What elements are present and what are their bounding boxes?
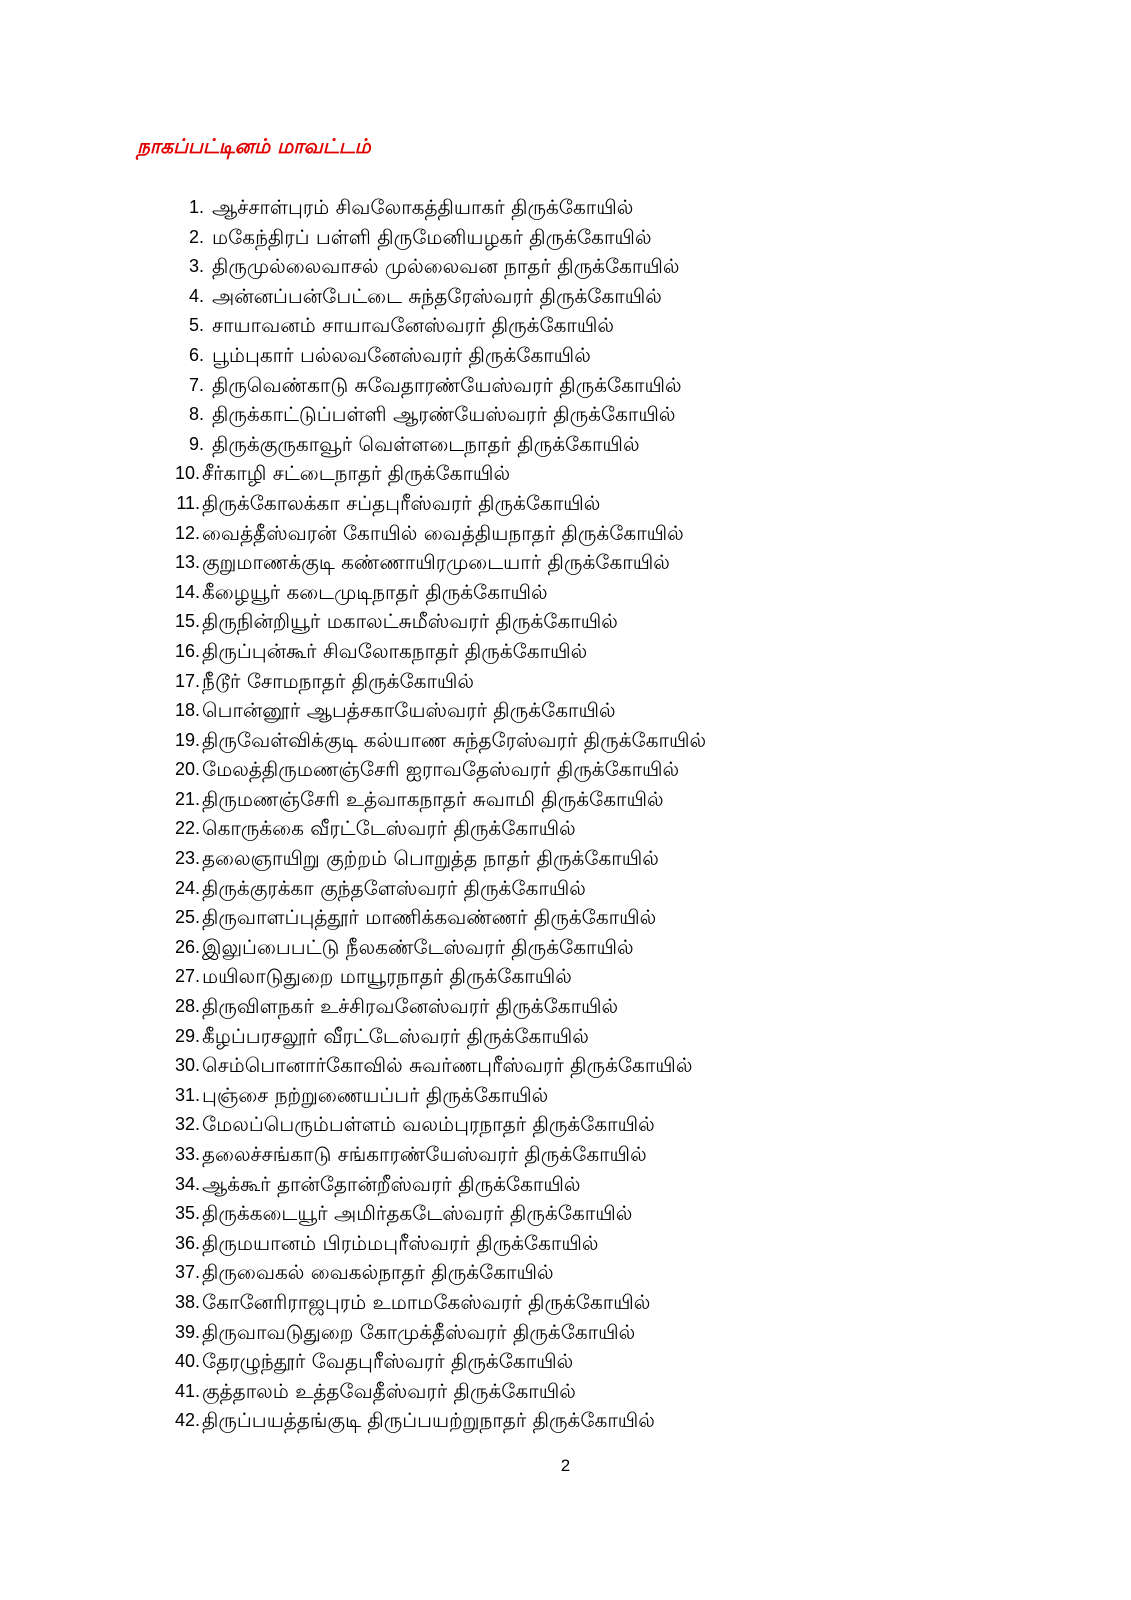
list-item-text: திருக்குருகாவூர் வெள்ளடைநாதர் திருக்கோயில்: [212, 431, 640, 456]
list-item-number: 20.: [174, 759, 200, 780]
list-item-text: திருவேள்விக்குடி கல்யாண சுந்தரேஸ்வரர் திருக்கோயில்: [202, 727, 707, 752]
list-item: [170, 726, 706, 756]
list-item-number: 12.: [174, 522, 200, 543]
list-item-number: 8.: [188, 404, 204, 425]
list-item: [170, 844, 706, 874]
list-item: [170, 1229, 706, 1259]
list-item-text: குறுமாணக்குடி கண்ணாயிரமுடையார் திருக்கோயில்: [202, 550, 670, 575]
list-item-number: 35.: [174, 1203, 200, 1224]
list-item-text: திருக்காட்டுப்பள்ளி ஆரண்யேஸ்வரர் திருக்கோயில்: [212, 402, 676, 427]
page-number: 2: [560, 1456, 571, 1475]
list-item-text: திருவாவடுதுறை கோமுக்தீஸ்வரர் திருக்கோயில்: [202, 1319, 636, 1344]
list-item-text: பொன்னூர் ஆபத்சகாயேஸ்வரர் திருக்கோயில்: [202, 698, 616, 723]
list-item: [170, 874, 706, 904]
list-item-text: திருவைகல் வைகல்நாதர் திருக்கோயில்: [202, 1260, 554, 1285]
list-item-number: 25.: [174, 907, 200, 928]
list-item-text: ஆக்கூர் தான்தோன்றீஸ்வரர் திருக்கோயில்: [202, 1171, 581, 1196]
list-item: [170, 341, 706, 371]
list-item: [170, 459, 706, 489]
list-item-number: 9.: [188, 433, 204, 454]
temple-list: [170, 193, 706, 1436]
list-item-number: 34.: [174, 1173, 200, 1194]
list-item: [170, 785, 706, 815]
list-item: [170, 223, 706, 253]
list-item: [170, 578, 706, 608]
list-item: [170, 667, 706, 697]
list-item-number: 17.: [174, 670, 200, 691]
list-item-number: 38.: [174, 1291, 200, 1312]
list-item-number: 39.: [174, 1321, 200, 1342]
list-item-text: இலுப்பைபட்டு நீலகண்டேஸ்வரர் திருக்கோயில்: [202, 934, 634, 959]
list-item: [170, 1288, 706, 1318]
list-item-text: ஆச்சாள்புரம் சிவலோகத்தியாகர் திருக்கோயில்: [212, 195, 634, 219]
list-item-number: 37.: [174, 1262, 200, 1283]
list-item: [170, 252, 706, 282]
list-item-text: மகேந்திரப் பள்ளி திருமேனியழகர் திருக்கோயில்: [212, 224, 652, 249]
district-heading: நாகப்பட்டினம் மாவட்டம்: [137, 134, 371, 158]
list-item-text: தேரழுந்தூர் வேதபுரீஸ்வரர் திருக்கோயில்: [202, 1349, 574, 1374]
list-item-text: குத்தாலம் உத்தவேதீஸ்வரர் திருக்கோயில்: [202, 1378, 576, 1403]
list-item: [170, 1406, 706, 1436]
list-item-number: 19.: [174, 729, 200, 750]
list-item-number: 31.: [174, 1084, 200, 1105]
list-item-number: 29.: [174, 1025, 200, 1046]
list-item: [170, 282, 706, 312]
list-item-text: புஞ்சை நற்றுணையப்பர் திருக்கோயில்: [202, 1082, 549, 1107]
list-item: [170, 400, 706, 430]
list-item-text: மயிலாடுதுறை மாயூரநாதர் திருக்கோயில்: [202, 964, 572, 989]
list-item: [170, 755, 706, 785]
list-item-text: திருக்கோலக்கா சப்தபுரீஸ்வரர் திருக்கோயில்: [202, 490, 601, 515]
list-item-text: திருமணஞ்சேரி உத்வாகநாதர் சுவாமி திருக்கோயில்: [202, 786, 664, 811]
list-item: [170, 814, 706, 844]
list-item-number: 27.: [174, 966, 200, 987]
list-item-number: 15.: [174, 611, 200, 632]
list-item-number: 32.: [174, 1114, 200, 1135]
list-item-number: 40.: [174, 1351, 200, 1372]
list-item: [170, 1170, 706, 1200]
list-item: [170, 1110, 706, 1140]
list-item-number: 30.: [174, 1055, 200, 1076]
list-item-text: நீடூர் சோமநாதர் திருக்கோயில்: [202, 668, 475, 693]
list-item-text: அன்னப்பன்பேட்டை சுந்தரேஸ்வரர் திருக்கோயில்: [212, 283, 662, 308]
list-item-number: 11.: [176, 492, 200, 513]
list-item-number: 36.: [174, 1232, 200, 1253]
list-item: [170, 548, 706, 578]
list-item-text: கீழையூர் கடைமுடிநாதர் திருக்கோயில்: [202, 579, 548, 604]
list-item-number: 28.: [174, 996, 200, 1017]
list-item-text: தலைச்சங்காடு சங்காரண்யேஸ்வரர் திருக்கோயில்: [202, 1142, 647, 1166]
list-item-text: மேலப்பெரும்பள்ளம் வலம்புரநாதர் திருக்கோயில்: [202, 1112, 655, 1137]
list-item: [170, 1051, 706, 1081]
list-item-text: வைத்தீஸ்வரன் கோயில் வைத்தியநாதர் திருக்கோயில்: [202, 520, 684, 545]
list-item-number: 41.: [174, 1380, 200, 1401]
list-item-number: 23.: [174, 848, 200, 869]
list-item: [170, 371, 706, 401]
list-item-number: 16.: [174, 640, 200, 661]
list-item: [170, 1199, 706, 1229]
list-item-text: திருவாளப்புத்தூர் மாணிக்கவண்ணர் திருக்கோயில்: [202, 905, 657, 930]
list-item-number: 2.: [188, 226, 204, 247]
list-item-text: கொருக்கை வீரட்டேஸ்வரர் திருக்கோயில்: [202, 816, 576, 841]
list-item-text: திருநின்றியூர் மகாலட்சுமீஸ்வரர் திருக்கோயில்: [202, 609, 618, 634]
list-item-text: திருவெண்காடு சுவேதாரண்யேஸ்வரர் திருக்கோயில்: [212, 372, 682, 397]
list-item-text: தலைஞாயிறு குற்றம் பொறுத்த நாதர் திருக்கோயில்: [202, 846, 659, 871]
list-item-number: 4.: [188, 285, 204, 306]
list-item-number: 1.: [188, 197, 204, 217]
list-item-text: திருவிளநகர் உச்சிரவனேஸ்வரர் திருக்கோயில்: [202, 994, 619, 1019]
list-item-number: 14.: [174, 581, 200, 602]
list-item: [170, 637, 706, 667]
list-item-number: 42.: [174, 1410, 200, 1431]
list-item: [170, 1022, 706, 1052]
list-item: [170, 1347, 706, 1377]
list-item: [170, 193, 706, 223]
list-item: [170, 311, 706, 341]
list-item-text: பூம்புகார் பல்லவனேஸ்வரர் திருக்கோயில்: [212, 342, 591, 367]
list-item-text: திருக்கடையூர் அமிர்தகடேஸ்வரர் திருக்கோயில்: [202, 1201, 633, 1226]
list-item-text: கீழப்பரசலூர் வீரட்டேஸ்வரர் திருக்கோயில்: [202, 1023, 589, 1048]
list-item: [170, 1377, 706, 1407]
list-item: [170, 519, 706, 549]
list-item-number: 6.: [188, 344, 204, 365]
list-item-number: 10.: [174, 463, 200, 484]
list-item-number: 18.: [174, 700, 200, 721]
list-item: [170, 1081, 706, 1111]
list-item-text: திருமுல்லைவாசல் முல்லைவன நாதர் திருக்கோயில்: [212, 254, 680, 279]
list-item: [170, 1258, 706, 1288]
list-item-number: 5.: [188, 315, 204, 336]
list-item: [170, 1318, 706, 1348]
list-item: [170, 962, 706, 992]
list-item-number: 13.: [174, 552, 200, 573]
list-item-number: 26.: [174, 936, 200, 957]
list-item: [170, 992, 706, 1022]
list-item-text: திருப்புன்கூர் சிவலோகநாதர் திருக்கோயில்: [202, 638, 588, 663]
list-item-text: திருப்பயத்தங்குடி திருப்பயற்றுநாதர் திருக்கோயில்: [202, 1408, 655, 1433]
list-item-number: 22.: [174, 818, 200, 839]
list-item: [170, 903, 706, 933]
list-item-text: திருக்குரக்கா குந்தளேஸ்வரர் திருக்கோயில்: [202, 875, 586, 900]
list-item-text: திருமயானம் பிரம்மபுரீஸ்வரர் திருக்கோயில்: [202, 1230, 599, 1255]
list-item: [170, 1140, 706, 1170]
list-item-text: செம்பொனார்கோவில் சுவர்ணபுரீஸ்வரர் திருக்கோயில்: [202, 1053, 693, 1078]
list-item: [170, 430, 706, 460]
list-item: [170, 933, 706, 963]
list-item-text: மேலத்திருமணஞ்சேரி ஐராவதேஸ்வரர் திருக்கோயில்: [202, 757, 680, 782]
list-item-text: சீர்காழி சட்டைநாதர் திருக்கோயில்: [202, 461, 511, 486]
list-item-number: 7.: [188, 374, 204, 395]
list-item-number: 3.: [188, 256, 204, 277]
list-item-text: கோனேரிராஜபுரம் உமாமகேஸ்வரர் திருக்கோயில்: [202, 1289, 651, 1314]
list-item-number: 21.: [174, 788, 200, 809]
list-item-number: 24.: [174, 877, 200, 898]
list-item: [170, 489, 706, 519]
list-item: [170, 607, 706, 637]
list-item-text: சாயாவனம் சாயாவனேஸ்வரர் திருக்கோயில்: [212, 313, 615, 338]
list-item: [170, 696, 706, 726]
list-item-number: 33.: [174, 1144, 200, 1164]
